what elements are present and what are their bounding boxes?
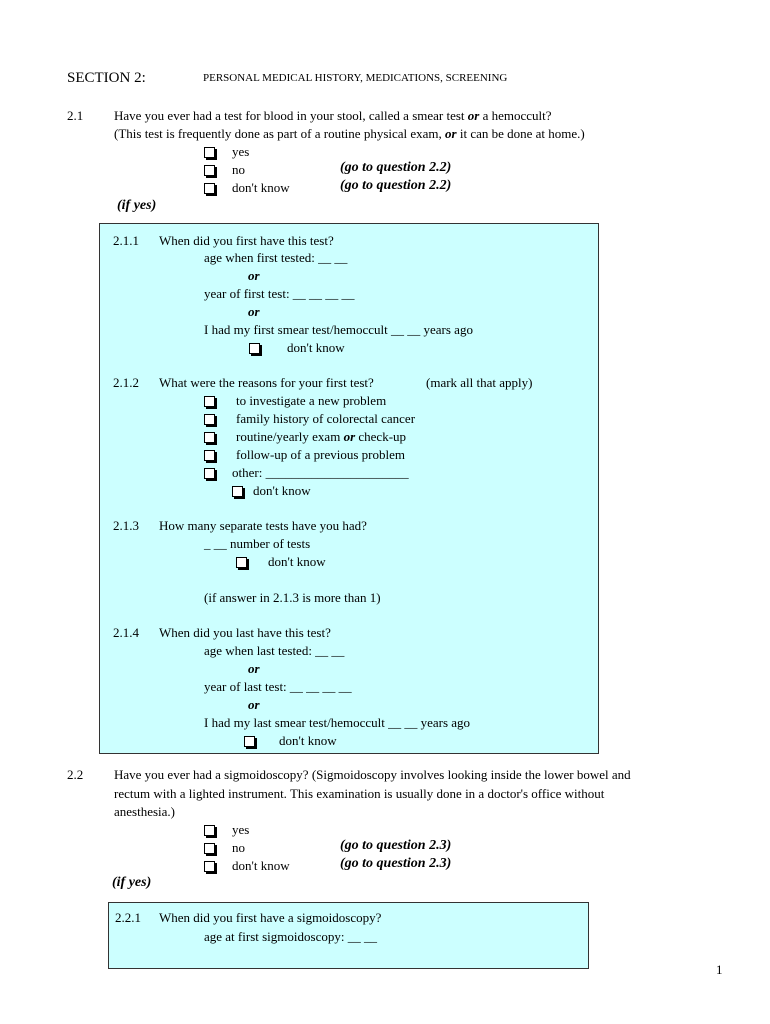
checkbox-dont-know[interactable] (204, 861, 215, 872)
or-label: or (248, 304, 260, 319)
checkbox-no[interactable] (204, 843, 215, 854)
option-label: family history of colorectal cancer (236, 411, 416, 426)
answer-line[interactable]: age when last tested: __ __ (204, 643, 345, 658)
question-number: 2.1.1 (113, 233, 139, 248)
checkbox-dont-know[interactable] (249, 343, 260, 354)
question-text: What were the reasons for your first test? (159, 375, 374, 390)
question-number: 2.2 (67, 767, 84, 782)
answer-line[interactable]: year of last test: __ __ __ __ (204, 679, 352, 694)
section-subtitle: PERSONAL MEDICAL HISTORY, MEDICATIONS, SCREENING (203, 72, 508, 84)
question-text: Have you ever had a sigmoidoscopy? (Sigmoidoscopy involves looking inside the lower bowel and (114, 767, 631, 782)
answer-line[interactable]: age at first sigmoidoscopy: __ __ (204, 929, 377, 944)
option-label: yes (232, 144, 250, 159)
page-number: 1 (716, 962, 723, 977)
option-label: routine/yearly exam or check-up (236, 429, 407, 444)
question-text: When did you last have this test? (159, 625, 331, 640)
if-yes-label: (if yes) (117, 198, 157, 213)
answer-line[interactable]: I had my last smear test/hemoccult __ __ years ago (204, 715, 471, 730)
option-label: no (232, 840, 245, 855)
option-label: don't know (287, 340, 345, 355)
condition-note: (if answer in 2.1.3 is more than 1) (204, 590, 381, 605)
if-yes-label: (if yes) (112, 875, 152, 890)
question-number: 2.2.1 (115, 910, 141, 925)
checkbox-yes[interactable] (204, 825, 215, 836)
checkbox-dont-know[interactable] (204, 183, 215, 194)
checkbox-reason[interactable] (204, 396, 215, 407)
section-title: SECTION 2: (67, 70, 146, 86)
option-label: to investigate a new problem (236, 393, 387, 408)
option-label: don't know (232, 858, 290, 873)
checkbox-reason[interactable] (204, 450, 215, 461)
answer-line[interactable]: _ __ number of tests (204, 536, 311, 551)
option-label: don't know (253, 483, 311, 498)
option-label: no (232, 162, 245, 177)
checkbox-reason[interactable] (204, 414, 215, 425)
option-label[interactable]: other: ______________________ (232, 465, 409, 480)
question-text: anesthesia.) (114, 804, 176, 819)
answer-line[interactable]: age when first tested: __ __ (204, 250, 348, 265)
checkbox-dont-know[interactable] (232, 486, 243, 497)
question-number: 2.1.2 (113, 375, 139, 390)
or-label: or (248, 697, 260, 712)
option-label: yes (232, 822, 250, 837)
checkbox-no[interactable] (204, 165, 215, 176)
question-note: (mark all that apply) (426, 375, 533, 390)
question-text: rectum with a lighted instrument. This examination is usually done in a doctor's office without (114, 786, 605, 801)
followup-box (99, 223, 599, 754)
checkbox-yes[interactable] (204, 147, 215, 158)
answer-line[interactable]: year of first test: __ __ __ __ (204, 286, 355, 301)
checkbox-dont-know[interactable] (244, 736, 255, 747)
option-label: don't know (268, 554, 326, 569)
or-label: or (248, 268, 260, 283)
goto-instruction: (go to question 2.3) (340, 838, 452, 853)
question-text: When did you first have a sigmoidoscopy? (159, 910, 382, 925)
answer-line[interactable]: I had my first smear test/hemoccult __ __ years ago (204, 322, 473, 337)
goto-instruction: (go to question 2.3) (340, 856, 452, 871)
checkbox-reason[interactable] (204, 432, 215, 443)
question-text: Have you ever had a test for blood in your stool, called a smear test or a hemoccult? (114, 108, 552, 123)
question-text: When did you first have this test? (159, 233, 334, 248)
goto-instruction: (go to question 2.2) (340, 160, 452, 175)
question-number: 2.1.3 (113, 518, 139, 533)
question-text: How many separate tests have you had? (159, 518, 367, 533)
option-label: don't know (279, 733, 337, 748)
goto-instruction: (go to question 2.2) (340, 178, 452, 193)
question-number: 2.1 (67, 108, 84, 123)
checkbox-reason[interactable] (204, 468, 215, 479)
question-note: (This test is frequently done as part of a routine physical exam, or it can be done at home.) (114, 126, 585, 141)
option-label: don't know (232, 180, 290, 195)
question-number: 2.1.4 (113, 625, 139, 640)
or-label: or (248, 661, 260, 676)
checkbox-dont-know[interactable] (236, 557, 247, 568)
option-label: follow-up of a previous problem (236, 447, 405, 462)
